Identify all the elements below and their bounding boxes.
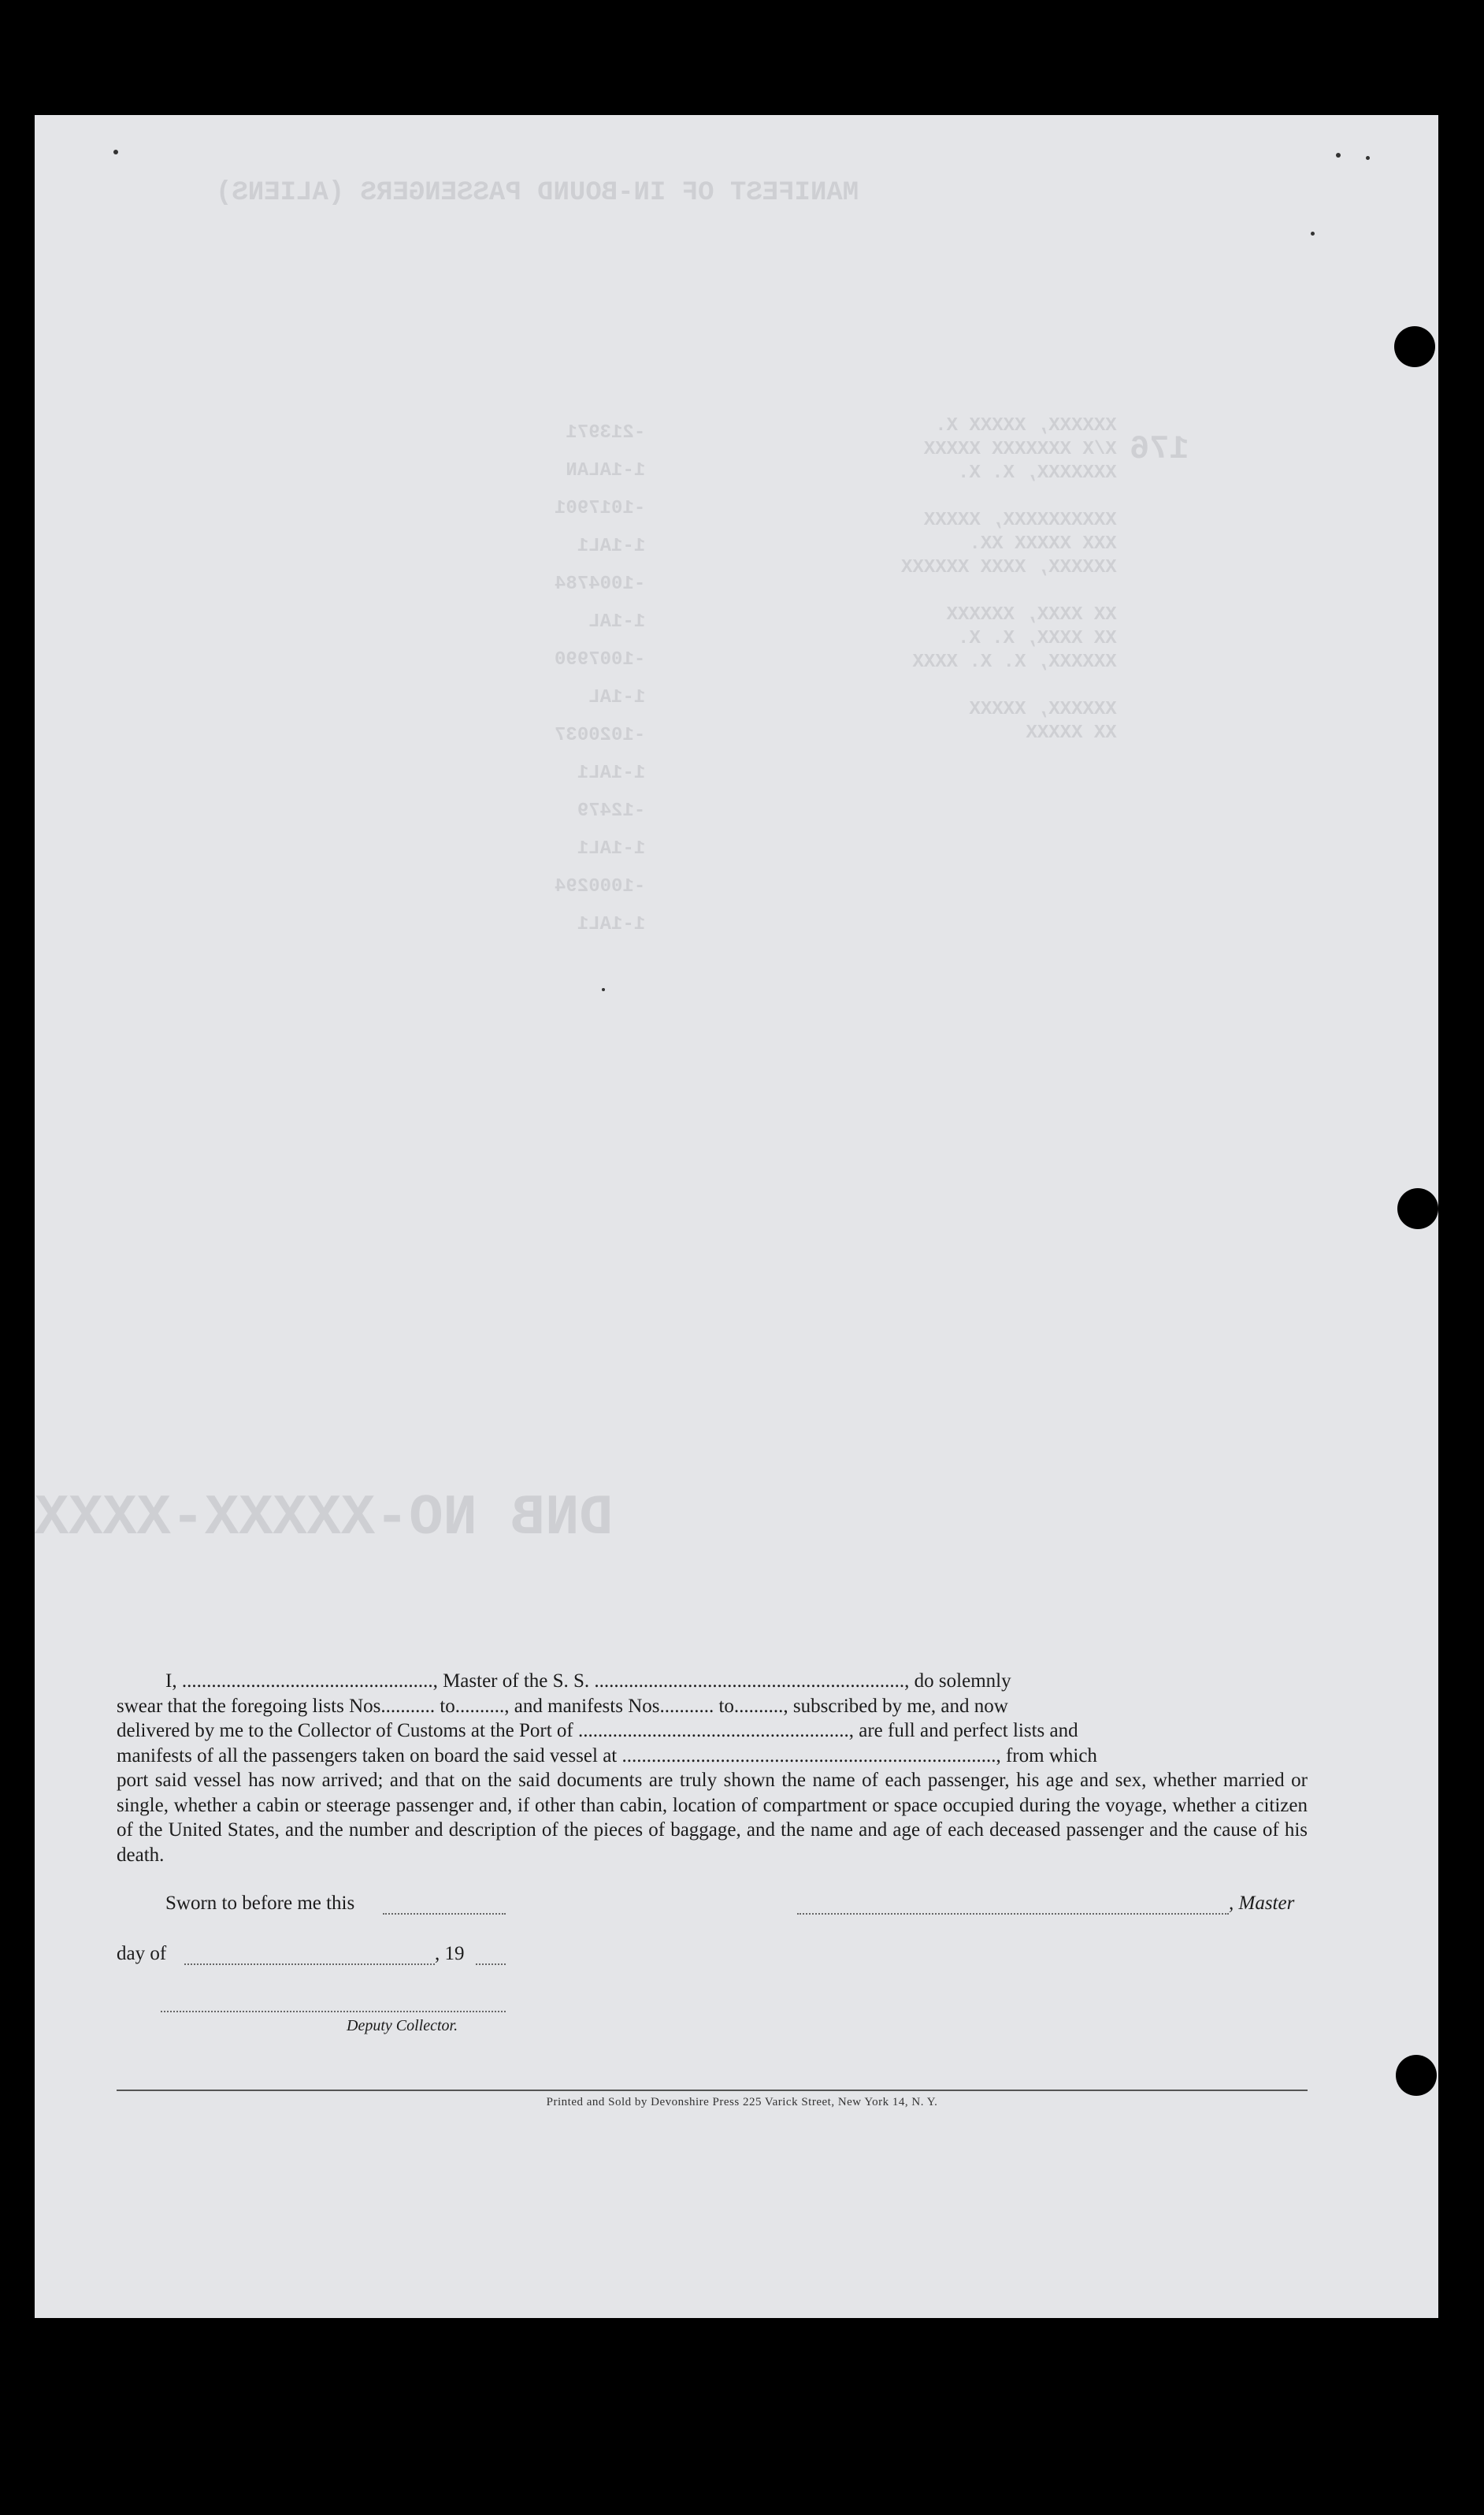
sworn-date-line [383, 1913, 506, 1915]
day-line [184, 1963, 435, 1965]
oath-line-3: delivered by me to the Collector of Customs at the Port of ......................................................., are full and perfect lists and [117, 1720, 1078, 1741]
deputy-collector-label: Deputy Collector. [347, 2017, 458, 2034]
year-line [476, 1963, 506, 1965]
day-label: day of [117, 1943, 167, 1964]
faded-page-number: 176 [1130, 430, 1189, 468]
oath-line-1: I, ..................................................., Master of the S. S. ..............................................................., do solemnly [165, 1670, 1011, 1692]
punch-hole [1396, 2055, 1437, 2096]
speck [1366, 156, 1370, 160]
deputy-signature-line [161, 2011, 506, 2012]
sworn-label: Sworn to before me this [165, 1893, 355, 1914]
footer-rule [117, 2090, 1308, 2091]
master-signature-line [797, 1913, 1229, 1915]
speck [602, 988, 605, 991]
punch-hole [1397, 1188, 1438, 1229]
speck [1336, 153, 1341, 158]
faded-wide-heading: DNB NO-XXXXX-XXXX [35, 1486, 614, 1551]
oath-body: port said vessel has now arrived; and that on the said documents are truly shown the name of each passenger, his age and sex, whether married or single, whether a cabin or steerage passenger and, if other than cabin, location of compartment or space occupied during the voyage, whether a citizen of the United States, and the number and description of the pieces of baggage, and the name and age of each deceased passenger and the cause of his death. [117, 1770, 1308, 1866]
punch-hole [1394, 326, 1435, 367]
master-label: , Master [1229, 1893, 1295, 1914]
year-label: , 19 [435, 1943, 465, 1964]
faded-column-left: -213971 1-1ALAN -1017901 1-1AL1 -1004784 1-1AL -1007990 1-1AL -1020037 1-1AL1 -12479 1-1AL1 -1000294 1-1AL1 [555, 422, 646, 935]
speck [1311, 232, 1315, 236]
oath-line-4: manifests of all the passengers taken on board the said vessel at ............................................................................, from which [117, 1744, 1097, 1766]
document-page [35, 115, 1438, 2318]
oath-text [117, 1669, 1308, 1867]
faded-column-right: XXXXXX, XXXXX X. X/X XXXXXXX XXXXX XXXXXXX, X. X. XXXXXXXXXX, XXXXX XXX XXXXX XX. XXXXXX, XXXX XXXXXX XX XXXX, XXXXXX XX XXXX, X. X. XXXXXX, X. X. XXXX XXXXXX, XXXXX XX XXXXX [901, 415, 1117, 744]
oath-line-2: swear that the foregoing lists Nos........... to.........., and manifests Nos........... to.........., subscribed by me, and now [117, 1695, 1008, 1717]
faded-manifest-title: MANIFEST OF IN-BOUND PASSENGERS (ALIENS) [216, 178, 859, 208]
speck [113, 150, 118, 154]
printer-credit: Printed and Sold by Devonshire Press 225 Varick Street, New York 14, N. Y. [546, 2096, 938, 2108]
